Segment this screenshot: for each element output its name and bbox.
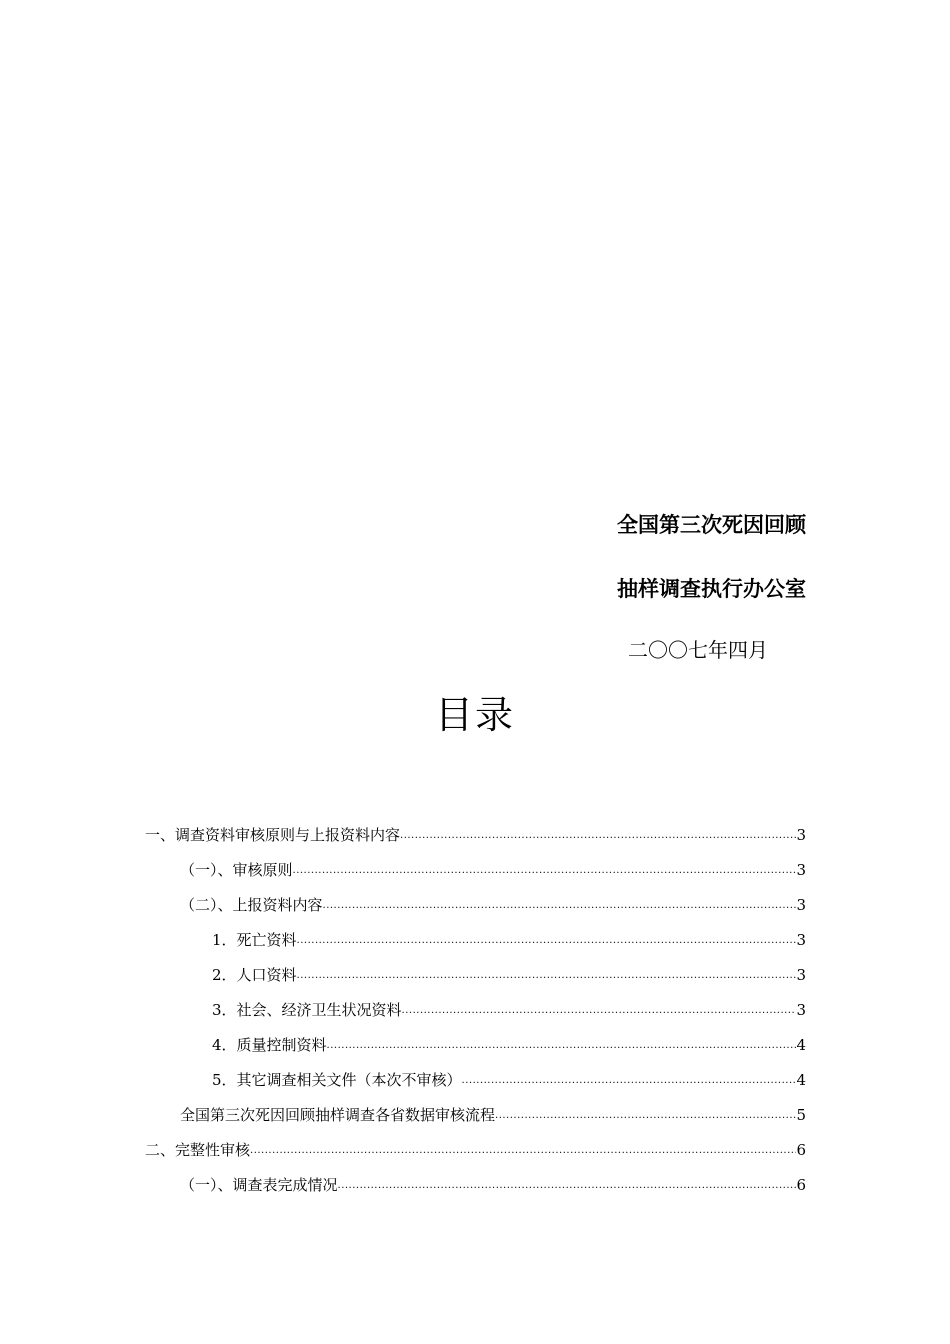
toc-leader-dots — [400, 827, 796, 845]
toc-leader-dots — [297, 967, 796, 985]
toc-entry-text: （一）、审核原则 — [180, 861, 293, 879]
toc-entry-text: 3．社会、经济卫生状况资料 — [212, 1001, 402, 1019]
toc-leader-dots — [402, 1002, 796, 1020]
toc-entry[interactable] — [212, 928, 806, 950]
toc-leader-dots — [297, 932, 796, 950]
toc-entry-page: 6 — [796, 1141, 806, 1159]
toc-entry-page: 3 — [796, 861, 806, 879]
document-date: 二〇〇七年四月 — [628, 638, 768, 662]
toc-entry[interactable] — [212, 998, 806, 1020]
toc-entry[interactable] — [212, 1068, 806, 1090]
toc-entry-text: （一）、调查表完成情况 — [180, 1176, 338, 1194]
toc-entry-page: 4 — [796, 1071, 806, 1089]
toc-leader-dots — [338, 1177, 796, 1195]
toc-leader-dots — [462, 1072, 796, 1090]
toc-entry-page: 3 — [796, 1001, 806, 1019]
toc-entry[interactable] — [212, 963, 806, 985]
toc-entry[interactable] — [145, 823, 806, 845]
toc-entry[interactable] — [212, 1033, 806, 1055]
toc-entry-page: 3 — [796, 966, 806, 984]
toc-entry-page: 3 — [796, 896, 806, 914]
toc-entry-text: 2．人口资料 — [212, 966, 297, 984]
toc-entry-text: （二）、上报资料内容 — [180, 896, 323, 914]
toc-title: 目录 — [434, 693, 515, 737]
toc-entry[interactable] — [180, 1103, 806, 1125]
toc-entry[interactable] — [180, 858, 806, 880]
org-name-line-2: 抽样调查执行办公室 — [617, 577, 806, 601]
org-name-line-1: 全国第三次死因回顾 — [617, 513, 806, 537]
toc-leader-dots — [250, 1142, 796, 1160]
toc-entry[interactable] — [180, 1173, 806, 1195]
toc-entry-page: 5 — [796, 1106, 806, 1124]
toc-entry-text: 4．质量控制资料 — [212, 1036, 327, 1054]
toc-entry-text: 全国第三次死因回顾抽样调查各省数据审核流程 — [180, 1106, 496, 1124]
toc-leader-dots — [327, 1037, 796, 1055]
toc-entry-text: 二、完整性审核 — [145, 1141, 251, 1159]
toc-entry-text: 1．死亡资料 — [212, 931, 297, 949]
toc-entry-page: 6 — [796, 1176, 806, 1194]
toc-leader-dots — [495, 1107, 796, 1125]
toc-entry-text: 5．其它调查相关文件（本次不审核） — [212, 1071, 462, 1089]
toc-entry-text: 一、调查资料审核原则与上报资料内容 — [145, 826, 401, 844]
toc-entry-page: 3 — [796, 826, 806, 844]
toc-leader-dots — [293, 862, 796, 880]
toc-entry[interactable] — [180, 893, 806, 915]
toc-entry-page: 4 — [796, 1036, 806, 1054]
toc-entry[interactable] — [145, 1138, 806, 1160]
toc-entry-page: 3 — [796, 931, 806, 949]
toc-leader-dots — [323, 897, 796, 915]
